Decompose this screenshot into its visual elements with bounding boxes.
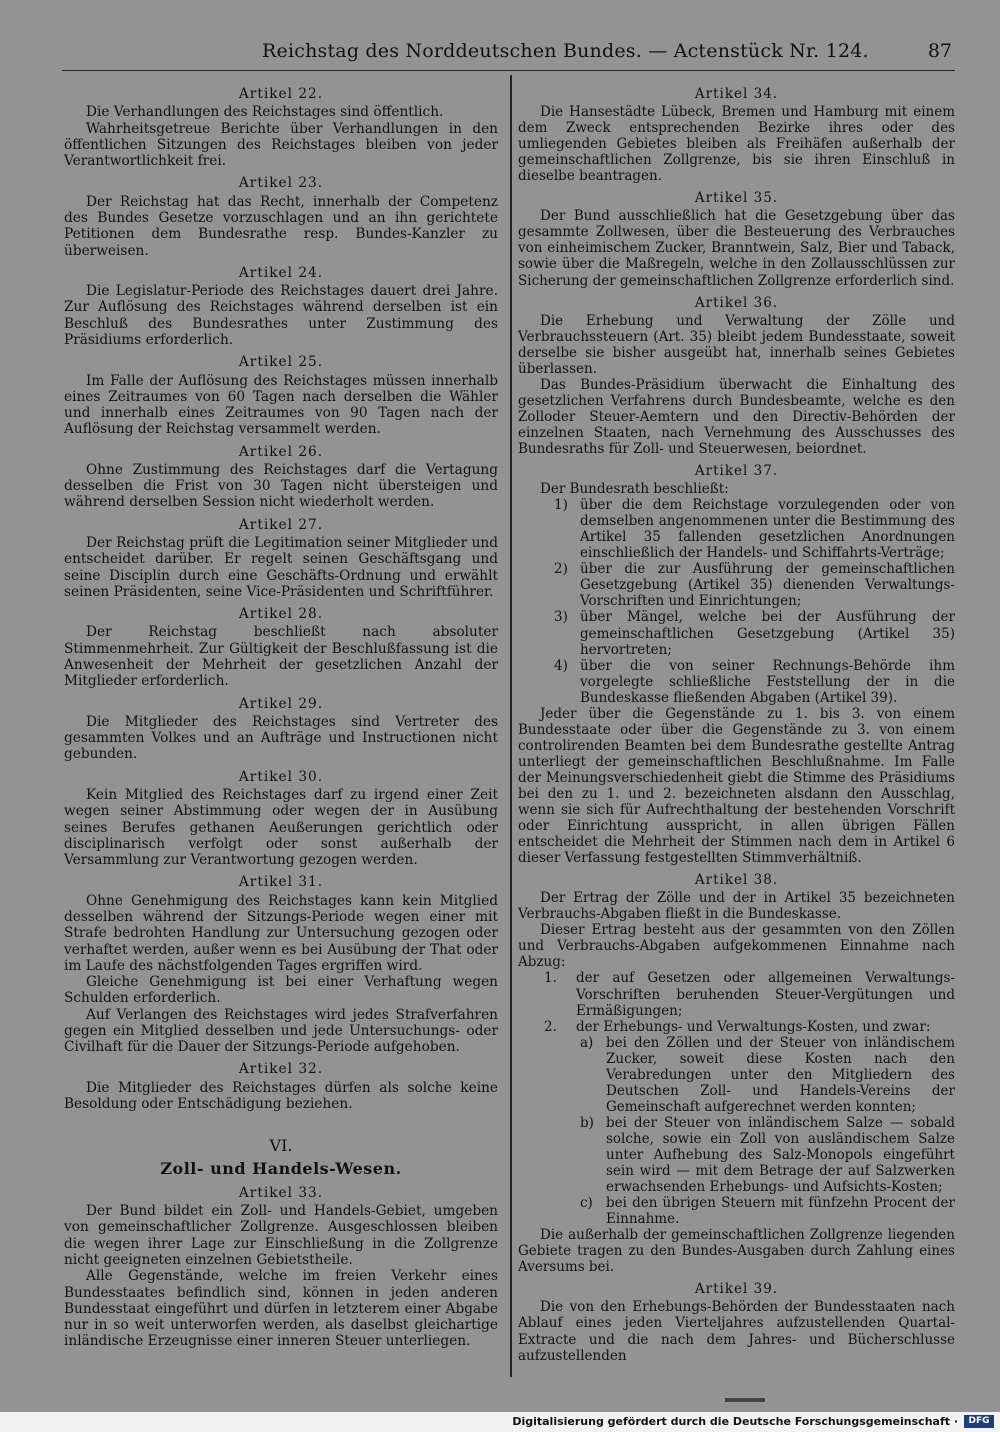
article-heading: Artikel 32.: [238, 1061, 324, 1078]
section-title: Zoll- und Handels-Wesen.: [160, 1158, 402, 1178]
paragraph: Alle Gegenstände, welche im freien Verkehr eines Bundesstaates befindlich sind, können in jeden anderen Bundesstaat eingeführt und dürfen in letzterem einer Abgabe nur in so weit unterworfen werden, als daselbst gleichartige inländische Erzeugnisse einer inneren Steuer unterliegen.: [64, 1268, 498, 1350]
paragraph: Der Reichstag beschließt nach absoluter Stimmenmehrheit. Zur Gültigkeit der Beschlußfassung ist die Anwesenheit der Mehrheit der gesetzlichen Anzahl der Mitglieder erforderlich.: [64, 624, 498, 690]
article-heading: Artikel 38.: [694, 872, 779, 889]
paragraph: Die Mitglieder des Reichstages sind Vertreter des gesammten Volkes und an Aufträge und Instructionen nicht gebunden.: [64, 713, 498, 763]
paragraph: Wahrheitsgetreue Berichte über Verhandlungen in den öffentlichen Sitzungen des Reichstages bleiben von jeder Verantwortlichkeit frei.: [64, 120, 498, 170]
paragraph: Gleiche Genehmigung ist bei einer Verhaftung wegen Schulden erforderlich.: [64, 974, 498, 1007]
article-heading: Artikel 27.: [238, 516, 324, 533]
list-item: 2. der Erhebungs- und Verwaltungs-Kosten, und zwar:: [544, 1018, 931, 1035]
paragraph: Die außerhalb der gemeinschaftlichen Zollgrenze liegenden Gebiete tragen zu den Bundes-Ausgaben durch Zahlung eines Aversums bei.: [518, 1227, 955, 1276]
article-heading: Artikel 37.: [694, 463, 779, 480]
article-heading: Artikel 39.: [694, 1281, 779, 1298]
paragraph: Die Hansestädte Lübeck, Bremen und Hamburg mit einem dem Zweck entsprechenden Bezirke ihres oder des umliegenden Gebietes bleiben als Freihäfen außerhalb der gemeinschaftlichen Zollgrenze, bis sie ihren Einschluß in dieselbe beantragen.: [518, 104, 955, 185]
article-heading: Artikel 26.: [238, 443, 324, 460]
column-divider: [510, 75, 512, 1377]
article-heading: Artikel 34.: [694, 86, 779, 102]
paragraph: Dieser Ertrag besteht aus der gesammten von den Zöllen und Verbrauchs-Abgaben aufgekommenen Einnahme nach Abzug:: [518, 922, 955, 971]
article-heading: Artikel 24.: [238, 264, 324, 281]
page-header: [232, 40, 952, 66]
running-title: Reichstag des Norddeutschen Bundes. — Actenstück Nr. 124.: [262, 40, 869, 62]
article-37-list: [518, 497, 955, 706]
list-item: b) bei der Steuer von inländischem Salze — sobald solche, sowie ein Zoll von ausländischem Salze unter Aufhebung des Salz-Monopols eingeführt sein wird — mit dem Betrage der auf Salzwerken erwachsenden Erhebungs- und Aufsichts-Kosten;: [580, 1114, 955, 1196]
article-heading: Artikel 23.: [238, 175, 324, 192]
article-heading: Artikel 28.: [238, 606, 324, 623]
article-heading: Artikel 31.: [238, 874, 324, 891]
article-heading: Artikel 22.: [238, 86, 324, 102]
dfg-logo: DFG: [964, 1415, 994, 1428]
paragraph: Im Falle der Auflösung des Reichstages müssen innerhalb eines Zeitraumes von 60 Tagen nach derselben die Wähler und innerhalb eines Zeitraumes von 90 Tagen nach der Auflösung der Reichstag versammelt werden.: [64, 372, 498, 438]
list-item: 1. der auf Gesetzen oder allgemeinen Verwaltungs-Vorschriften beruhenden Steuer-Vergütungen und Ermäßigungen;: [544, 970, 955, 1019]
article-heading: Artikel 36.: [694, 294, 779, 311]
paragraph: Der Reichstag hat das Recht, innerhalb der Competenz des Bundes Gesetze vorzuschlagen und an ihn gerichtete Petitionen dem Bundesrathe resp. Bundes-Kanzler zu überweisen.: [64, 193, 498, 259]
paragraph: Der Ertrag der Zölle und der in Artikel 35 bezeichneten Verbrauchs-Abgaben fließt in die Bundeskasse.: [518, 890, 955, 923]
paragraph: Die Mitglieder des Reichstages dürfen als solche keine Besoldung oder Entschädigung beziehen.: [64, 1079, 498, 1113]
paragraph: Die Verhandlungen des Reichstages sind öffentlich.: [86, 104, 444, 121]
right-column: [518, 80, 955, 1364]
page-number: 87: [927, 40, 952, 62]
paragraph: Die Erhebung und Verwaltung der Zölle und Verbrauchssteuern (Art. 35) bleibt jedem Bundesstaate, soweit derselbe sie bisher ausgeübt hat, innerhalb seines Gebietes überlassen.: [518, 312, 955, 377]
article-heading: Artikel 29.: [238, 695, 324, 712]
paragraph: Ohne Genehmigung des Reichstages kann kein Mitglied desselben während der Sitzungs-Periode wegen einer mit Strafe bedrohten Handlung zur Untersuchung gezogen oder verhaftet werden, außer wenn es bei Ausübung der That oder im Laufe des nächstfolgenden Tages ergriffen wird.: [64, 892, 498, 974]
list-item: 1) über die dem Reichstage vorzulegenden oder von demselben angenommenen unter die Bestimmung des Artikel 35 fallenden gesetzlichen Anordnungen einschließlich der Handels- und Schiffahrts-Verträge;: [554, 497, 955, 562]
list-item: 3) über Mängel, welche bei der Ausführung der gemeinschaftlichen Gesetzgebung (Artikel 35) hervortreten;: [554, 609, 955, 658]
paragraph: Ohne Zustimmung des Reichstages darf die Vertagung desselben die Frist von 30 Tagen nicht übersteigen und während derselben Session nicht wiederholt werden.: [64, 461, 498, 511]
article-heading: Artikel 30.: [238, 768, 324, 785]
paragraph: Der Bund bildet ein Zoll- und Handels-Gebiet, umgeben von gemeinschaftlicher Zollgrenze. Ausgeschlossen bleiben die wegen ihrer Lage zur Einschließung in die Zollgrenze nicht geeigneten einzelnen Gebietstheile.: [64, 1203, 498, 1268]
paragraph: Jeder über die Gegenstände zu 1. bis 3. von einem Bundesstaate oder über die Gegenstände zu 3. von einem controlirenden Beamten bei dem Bundesrathe gestellte Antrag unterliegt der gemeinschaftlichen Beschlußnahme. Im Falle der Meinungsverschiedenheit giebt die Stimme des Präsidiums bei den zu 1. und 2. bezeichneten alsdann den Ausschlag, wenn sie sich für Aufrechthaltung der bestehenden Vorschrift oder Einrichtung ausspricht, in allen übrigen Fällen entscheidet die Mehrheit der Stimmen nach dem in Artikel 6 dieser Verfassung festgestellten Stimmverhältniß.: [518, 705, 955, 867]
list-item: a) bei den Zöllen und der Steuer von inländischem Zucker, soweit diese Kosten nach den Verabredungen unter den Mitgliedern des Deutschen Zoll- und Handels-Vereins der Gemeinschaft aufgerechnet werden konnten;: [580, 1034, 955, 1115]
paragraph: Der Bundesrath beschließt:: [540, 481, 729, 498]
paragraph: Der Bund ausschließlich hat die Gesetzgebung über das gesammte Zollwesen, über die Besteuerung des Verbrauches von einheimischem Zucker, Branntwein, Salz, Bier und Taback, sowie über die Maßregeln, welche in den Zollausschlüssen zur Sicherung der gemeinschaftlichen Zollgrenze erforderlich sind.: [518, 208, 955, 289]
article-heading: Artikel 35.: [694, 190, 779, 207]
article-38-list: [518, 970, 955, 1034]
list-item: c) bei den übrigen Steuern mit fünfzehn Procent der Einnahme.: [580, 1195, 955, 1228]
section-number: VI.: [269, 1136, 293, 1156]
paragraph: Das Bundes-Präsidium überwacht die Einhaltung des gesetzlichen Verfahrens durch Bundesbeamte, welche es den Zolloder Steuer-Aemtern und den Directiv-Behörden der einzelnen Staaten, nach Vernehmung des Ausschusses des Bundesraths für Zoll- und Steuerwesen, beiordnet.: [518, 376, 955, 457]
article-heading: Artikel 33.: [238, 1184, 324, 1201]
left-column: [64, 80, 498, 1350]
funding-credit: Digitalisierung gefördert durch die Deutsche Forschungsgemeinschaft ·: [512, 1415, 958, 1428]
paragraph: Die Legislatur-Periode des Reichstages dauert drei Jahre. Zur Auflösung des Reichstages während derselben ist ein Beschluß des Bundesrathes unter Zustimmung des Präsidiums erforderlich.: [64, 283, 498, 348]
article-38-sublist: [518, 1035, 955, 1228]
paragraph: Kein Mitglied des Reichstages darf zu irgend einer Zeit wegen seiner Abstimmung oder wegen der in Ausübung seines Berufes gethanen Aeußerungen gerichtlich oder disciplinarisch verfolgt oder sonst außerhalb der Versammlung zur Verantwortung gezogen werden.: [64, 786, 498, 869]
article-heading: Artikel 25.: [238, 354, 324, 371]
signature-mark: [725, 1398, 765, 1402]
paragraph: Auf Verlangen des Reichstages wird jedes Strafverfahren gegen ein Mitglied desselben und jede Untersuchungs- oder Civilhaft für die Dauer der Sitzungs-Periode aufgehoben.: [64, 1006, 498, 1056]
paragraph: Die von den Erhebungs-Behörden der Bundesstaaten nach Ablauf eines jeden Vierteljahres aufzustellenden Quartal-Extracte und die nach dem Jahres- und Bücherschlusse aufzustellenden: [518, 1299, 955, 1364]
list-item: 4) über die von seiner Rechnungs-Behörde ihm vorgelegte schließliche Feststellung der in die Bundeskasse fließenden Abgaben (Artikel 39).: [554, 657, 955, 706]
paragraph: Der Reichstag prüft die Legitimation seiner Mitglieder und entscheidet darüber. Er regelt seinen Geschäftsgang und seine Disciplin durch eine Geschäfts-Ordnung und erwählt seinen Präsidenten, seine Vice-Präsidenten und Schriftführer.: [64, 535, 498, 600]
list-item: 2) über die zur Ausführung der gemeinschaftlichen Gesetzgebung (Artikel 35) dienenden Verwaltungs-Vorschriften und Einrichtungen;: [554, 561, 955, 610]
header-rule: [62, 70, 955, 71]
footer-bar: [0, 1412, 1000, 1432]
